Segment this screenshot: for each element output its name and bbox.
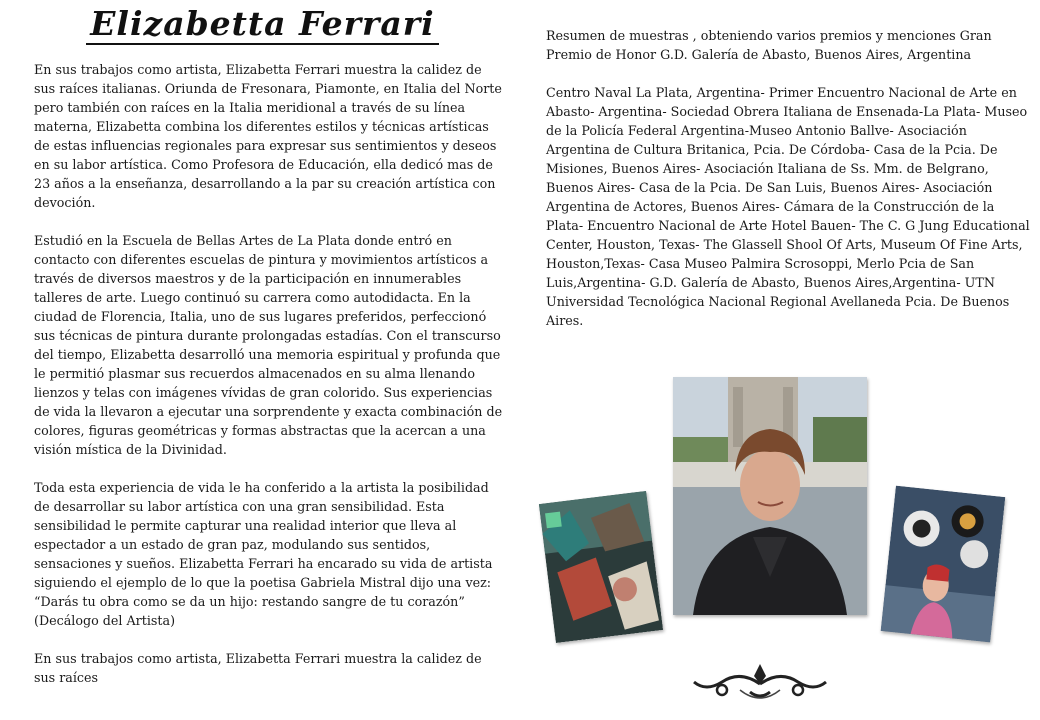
biography-column: [34, 60, 504, 706]
decorative-flourish: [690, 660, 830, 706]
bio-paragraph-3: Toda esta experiencia de vida le ha conferido a la artista la posibilidad de desarrollar su labor artística con una gran sensibilidad. Esta sensibilidad le permite capturar una realidad interior que lleva al espectador a un estado de gran paz, modulando sus sentidos, sensaciones y sueños. Elizabetta Ferrari ha encarado su vida de artista siguiendo el ejemplo de lo que la poetisa Gabriela Mistral dijo una vez: “Darás tu obra como se da un hijo: restando sangre de tu corazón” (Decálogo del Artista): [34, 480, 493, 628]
page-title: Elizabetta Ferrari: [0, 4, 525, 43]
exhibitions-list: Centro Naval La Plata, Argentina- Primer Encuentro Nacional de Arte en Abasto- Argentina- Sociedad Obrera Italiana de Ensenada-La Plata- Museo de la Policía Federal Argentina-Museo Antonio Ballve- Asociación Argentina de Cultura Britanica, Pcia. De Córdoba- Casa de la Pcia. De Misiones, Buenos Aires- Asociación Italiana de Ss. Mm. de Belgrano, Buenos Aires- Casa de la Pcia. De San Luis, Buenos Aires- Asociación Argentina de Actores, Buenos Aires- Cámara de la Construcción de la Plata- Encuentro Nacional de Arte Hotel Bauen- The C. G Jung Educational Center, Houston, Texas- The Glassell Shool Of Arts, Museum Of Fine Arts, Houston,Texas- Casa Museo Palmira Scrosoppi, Merlo Pcia de San Luis,Argentina- G.D. Galería de Abasto, Buenos Aires,Argentina- UTN Universidad Tecnológica Nacional Regional Avellaneda Pcia. De Buenos Aires.: [546, 85, 1030, 328]
exhibitions-column: [546, 26, 1031, 349]
exhibitions-summary: Resumen de muestras , obteniendo varios premios y menciones Gran Premio de Honor G.D. Galería de Abasto, Buenos Aires, Argentina: [546, 28, 992, 62]
painting-left: [539, 491, 663, 643]
bio-paragraph-1: En sus trabajos como artista, Elizabetta Ferrari muestra la calidez de sus raíces italianas. Oriunda de Fresonara, Piamonte, en Italia del Norte pero también con raíces en la Italia meridional a través de su línea materna, Elizabetta combina los diferentes estilos y técnicas artísticas de estas influencias regionales para expresar sus sentimientos y deseos en su labor artística. Como Profesora de Educación, ella dedicó mas de 23 años a la enseñanza, desarrollando a la par su creación artística con devoción.: [34, 62, 502, 210]
artist-portrait: [673, 377, 867, 615]
painting-right: [881, 486, 1006, 643]
bio-paragraph-2: Estudió en la Escuela de Bellas Artes de La Plata donde entró en contacto con diferentes escuelas de pintura y movimientos artísticos a través de diversos maestros y de la participación en innumerables talleres de arte. Luego continuó su carrera como autodidacta. En la ciudad de Florencia, Italia, uno de sus lugares preferidos, perfeccionó sus técnicas de pintura durante prolongadas estadías. Con el transcurso del tiempo, Elizabetta desarrolló una memoria espiritual y profunda que le permitió plasmar sus recuerdos almacenados en su alma llenando lienzos y telas con imágenes vívidas de gran colorido. Sus experiencias de vida la llevaron a ejecutar una sorprendente y exacta combinación de colores, figuras geométricas y formas abstractas que la acercan a una visión mística de la Divinidad.: [34, 233, 503, 457]
bio-paragraph-4: En sus trabajos como artista, Elizabetta Ferrari muestra la calidez de sus raíces: [34, 651, 482, 685]
